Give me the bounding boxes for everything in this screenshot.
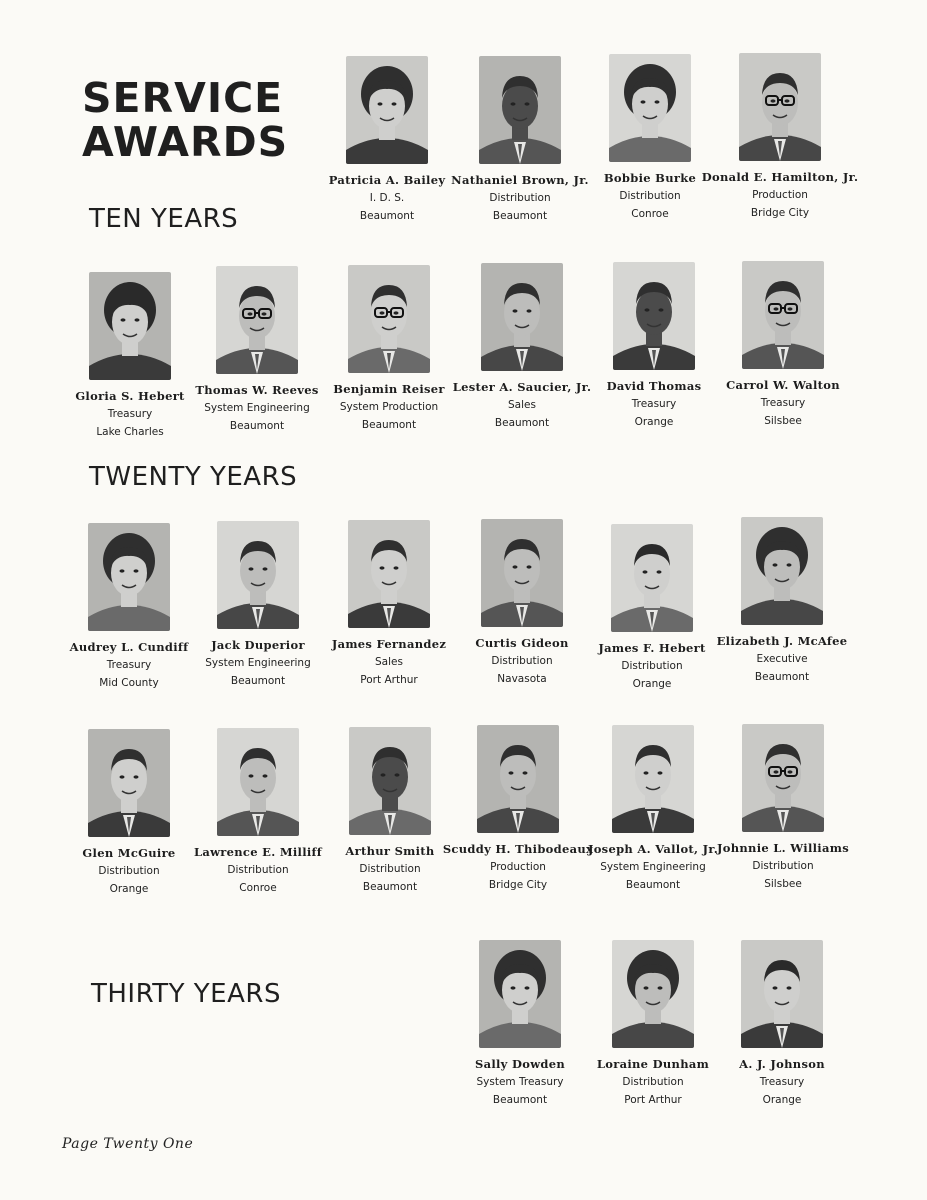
portrait-photo bbox=[348, 265, 430, 373]
portrait-photo bbox=[88, 523, 170, 631]
recipient-name: Elizabeth J. McAfee bbox=[716, 634, 848, 648]
recipient-name: A. J. Johnson bbox=[739, 1057, 825, 1071]
recipient-location: Port Arthur bbox=[624, 1094, 682, 1106]
portrait-photo bbox=[346, 56, 428, 164]
recipient-name: Lester A. Saucier, Jr. bbox=[452, 380, 592, 394]
recipient-location: Orange bbox=[762, 1094, 802, 1106]
recipient-department: Treasury bbox=[106, 659, 152, 671]
recipient-name: Lawrence E. Milliff bbox=[193, 845, 323, 859]
recipient-department: Treasury bbox=[760, 397, 806, 409]
recipient-department: System Engineering bbox=[204, 402, 310, 414]
portrait-photo bbox=[481, 519, 563, 627]
recipient-department: Distribution bbox=[491, 655, 553, 667]
award-recipient bbox=[702, 517, 862, 686]
recipient-location: Lake Charles bbox=[96, 426, 164, 438]
portrait-photo bbox=[349, 727, 431, 835]
recipient-name: Curtis Gideon bbox=[475, 636, 569, 650]
recipient-location: Beaumont bbox=[230, 675, 286, 687]
recipient-name: Arthur Smith bbox=[345, 844, 435, 858]
recipient-department: Distribution bbox=[227, 864, 289, 876]
recipient-name: Sally Dowden bbox=[474, 1057, 566, 1071]
portrait-photo bbox=[216, 266, 298, 374]
recipient-name: Jack Duperior bbox=[211, 638, 305, 652]
portrait-photo bbox=[217, 521, 299, 629]
recipient-location: Beaumont bbox=[754, 671, 810, 683]
recipient-name: David Thomas bbox=[606, 379, 702, 393]
recipient-department: System Production bbox=[339, 401, 439, 413]
portrait-photo bbox=[742, 261, 824, 369]
recipient-department: Distribution bbox=[489, 192, 551, 204]
portrait-photo bbox=[612, 940, 694, 1048]
recipient-name: Thomas W. Reeves bbox=[195, 383, 319, 397]
award-recipient bbox=[703, 261, 863, 430]
recipient-location: Conroe bbox=[631, 208, 669, 220]
page-number: Page Twenty One bbox=[62, 1136, 194, 1152]
recipient-location: Orange bbox=[109, 883, 149, 895]
recipient-location: Beaumont bbox=[625, 879, 681, 891]
portrait-photo bbox=[612, 725, 694, 833]
recipient-name: Bobbie Burke bbox=[603, 171, 697, 185]
recipient-location: Bridge City bbox=[750, 207, 810, 219]
page-title-line-2: AWARDS bbox=[82, 118, 289, 166]
page-title bbox=[82, 76, 288, 164]
recipient-department: Distribution bbox=[619, 190, 681, 202]
recipient-department: Distribution bbox=[621, 660, 683, 672]
recipient-name: Patricia A. Bailey bbox=[328, 173, 446, 187]
recipient-department: Distribution bbox=[98, 865, 160, 877]
recipient-location: Beaumont bbox=[494, 417, 550, 429]
recipient-name: Audrey L. Cundiff bbox=[69, 640, 189, 654]
recipient-location: Silsbee bbox=[764, 415, 802, 427]
recipient-location: Beaumont bbox=[229, 420, 285, 432]
recipient-location: Beaumont bbox=[362, 881, 418, 893]
recipient-location: Port Arthur bbox=[360, 674, 418, 686]
recipient-location: Bridge City bbox=[488, 879, 548, 891]
recipient-name: James F. Hebert bbox=[598, 641, 706, 655]
recipient-name: Gloria S. Hebert bbox=[75, 389, 185, 403]
section-heading-ten-years: TEN YEARS bbox=[89, 204, 239, 234]
recipient-department: Treasury bbox=[107, 408, 153, 420]
recipient-department: Treasury bbox=[759, 1076, 805, 1088]
portrait-photo bbox=[88, 729, 170, 837]
recipient-name: James Fernandez bbox=[331, 637, 447, 651]
portrait-photo bbox=[348, 520, 430, 628]
recipient-department: Distribution bbox=[359, 863, 421, 875]
recipient-location: Orange bbox=[632, 678, 672, 690]
recipient-name: Benjamin Reiser bbox=[333, 382, 445, 396]
recipient-name: Loraine Dunham bbox=[596, 1057, 710, 1071]
recipient-department: Sales bbox=[375, 656, 403, 668]
recipient-location: Conroe bbox=[239, 882, 277, 894]
recipient-department: Executive bbox=[756, 653, 808, 665]
recipient-name: Joseph A. Vallot, Jr. bbox=[587, 842, 719, 856]
recipient-department: Treasury bbox=[631, 398, 677, 410]
portrait-photo bbox=[609, 54, 691, 162]
recipient-name: Scuddy H. Thibodeaux bbox=[442, 842, 594, 856]
section-heading-thirty-years: THIRTY YEARS bbox=[91, 979, 281, 1009]
recipient-department: Production bbox=[490, 861, 546, 873]
page-title-line-1: SERVICE bbox=[82, 74, 284, 122]
recipient-department: I. D. S. bbox=[369, 192, 405, 204]
recipient-location: Beaumont bbox=[361, 419, 417, 431]
recipient-location: Navasota bbox=[497, 673, 547, 685]
recipient-department: System Treasury bbox=[476, 1076, 564, 1088]
recipient-department: Distribution bbox=[622, 1076, 684, 1088]
portrait-photo bbox=[217, 728, 299, 836]
recipient-department: System Engineering bbox=[600, 861, 706, 873]
recipient-department: Sales bbox=[508, 399, 536, 411]
recipient-location: Silsbee bbox=[764, 878, 802, 890]
portrait-photo bbox=[741, 940, 823, 1048]
award-recipient bbox=[702, 940, 862, 1109]
portrait-photo bbox=[477, 725, 559, 833]
portrait-photo bbox=[742, 724, 824, 832]
recipient-location: Beaumont bbox=[492, 1094, 548, 1106]
portrait-photo bbox=[611, 524, 693, 632]
award-recipient bbox=[700, 53, 860, 222]
recipient-location: Beaumont bbox=[359, 210, 415, 222]
recipient-name: Carrol W. Walton bbox=[726, 378, 840, 392]
recipient-department: Distribution bbox=[752, 860, 814, 872]
recipient-department: Production bbox=[752, 189, 808, 201]
portrait-photo bbox=[613, 262, 695, 370]
award-recipient bbox=[703, 724, 863, 893]
portrait-photo bbox=[479, 940, 561, 1048]
recipient-location: Mid County bbox=[99, 677, 159, 689]
recipient-name: Nathaniel Brown, Jr. bbox=[451, 173, 589, 187]
recipient-name: Donald E. Hamilton, Jr. bbox=[701, 170, 859, 184]
portrait-photo bbox=[741, 517, 823, 625]
recipient-name: Johnnie L. Williams bbox=[717, 841, 849, 855]
recipient-department: System Engineering bbox=[205, 657, 311, 669]
recipient-name: Glen McGuire bbox=[82, 846, 176, 860]
portrait-photo bbox=[479, 56, 561, 164]
portrait-photo bbox=[481, 263, 563, 371]
portrait-photo bbox=[89, 272, 171, 380]
recipient-location: Beaumont bbox=[492, 210, 548, 222]
portrait-photo bbox=[739, 53, 821, 161]
section-heading-twenty-years: TWENTY YEARS bbox=[89, 462, 298, 492]
recipient-location: Orange bbox=[634, 416, 674, 428]
